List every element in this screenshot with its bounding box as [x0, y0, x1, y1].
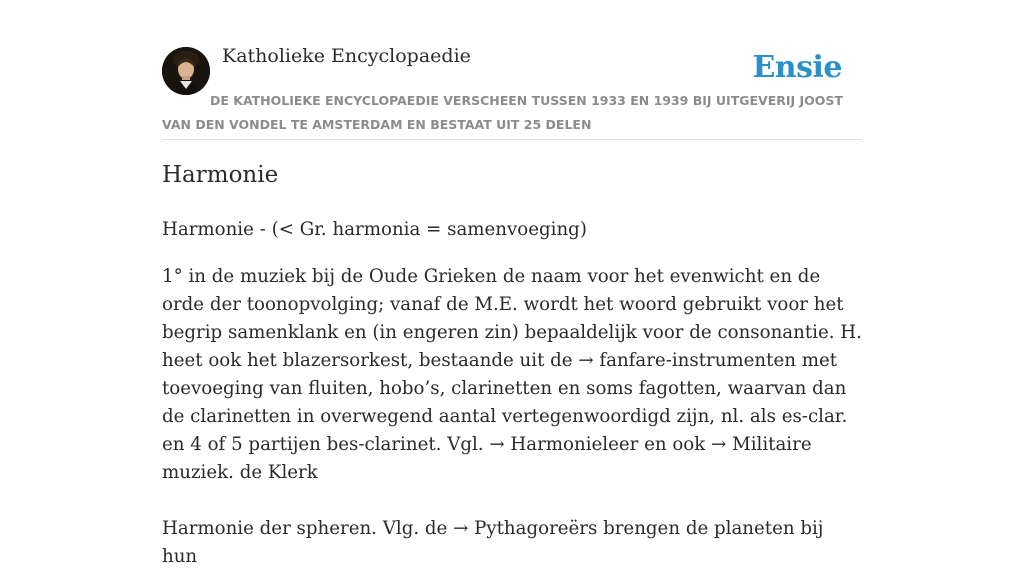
site-description: DE KATHOLIEKE ENCYCLOPAEDIE VERSCHEEN TUSSEN 1933 EN 1939 BIJ UITGEVERIJ JOOST VAN DEN VONDEL TE AMSTERDAM EN BESTAAT UIT 25 DELEN [162, 93, 843, 132]
site-header [162, 0, 862, 140]
article-content [162, 216, 862, 571]
page [162, 0, 862, 567]
article-lead: Harmonie - (< Gr. harmonia = samenvoeging) [162, 219, 587, 240]
article-next-paragraph: Harmonie der spheren. Vlg. de → Pythagoreërs brengen de planeten bij hun [162, 518, 824, 567]
article-body: 1° in de muziek bij de Oude Grieken de naam voor het evenwicht en de orde der toonopvolging; vanaf de M.E. wordt het woord gebruikt voor het begrip samenklank en (in engeren zin) bepaaldelijk voor de consonantie. H. heet ook het blazersorkest, bestaande uit de → fanfare-instrumenten met toevoeging van fluiten, hobo’s, clarinetten en soms fagotten, waarvan dan de clarinetten in overwegend aantal vertegenwoordigd zijn, nl. als es-clar. en 4 of 5 partijen bes-clarinet. Vgl. → Harmonieleer en ook → Militaire muziek. de Klerk [162, 266, 862, 483]
site-name[interactable]: Katholieke Encyclopaedie [222, 45, 471, 67]
article-title: Harmonie [162, 162, 279, 188]
portrait-avatar-icon[interactable] [162, 47, 210, 95]
ensie-logo-link[interactable]: Ensie [752, 50, 842, 85]
